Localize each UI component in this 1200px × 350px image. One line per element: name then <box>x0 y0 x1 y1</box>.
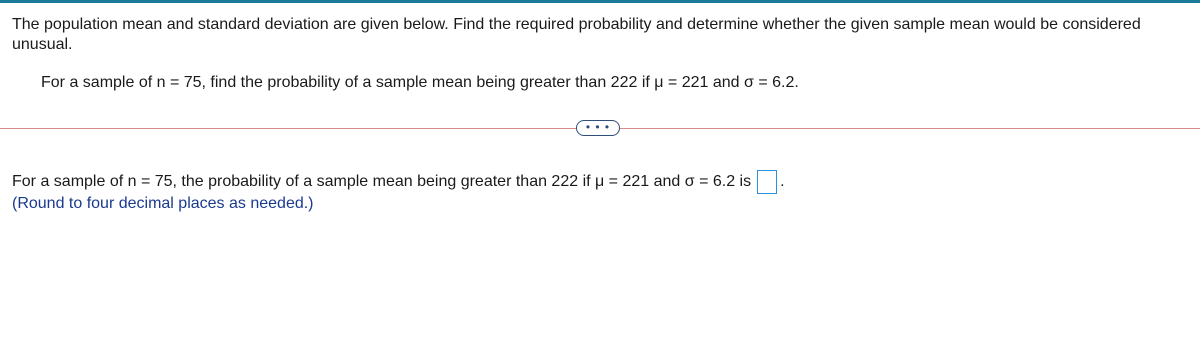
show-more-button[interactable]: • • • <box>576 120 620 136</box>
problem-question: For a sample of n = 75, find the probability of a sample mean being greater than 222 if μ = 221 and σ = 6.2. <box>41 74 799 91</box>
answer-period: . <box>780 173 785 190</box>
top-rule <box>0 0 1200 3</box>
answer-input[interactable] <box>757 170 777 194</box>
problem-intro: The population mean and standard deviation are given below. Find the required probability and determine whether the given sample mean would be considered unusual. <box>12 16 1141 53</box>
answer-prompt: For a sample of n = 75, the probability of a sample mean being greater than 222 if μ = 221 and σ = 6.2 is <box>12 173 752 190</box>
answer-line <box>12 170 785 194</box>
rounding-instruction: (Round to four decimal places as needed.) <box>12 195 314 212</box>
section-divider <box>0 119 1200 139</box>
